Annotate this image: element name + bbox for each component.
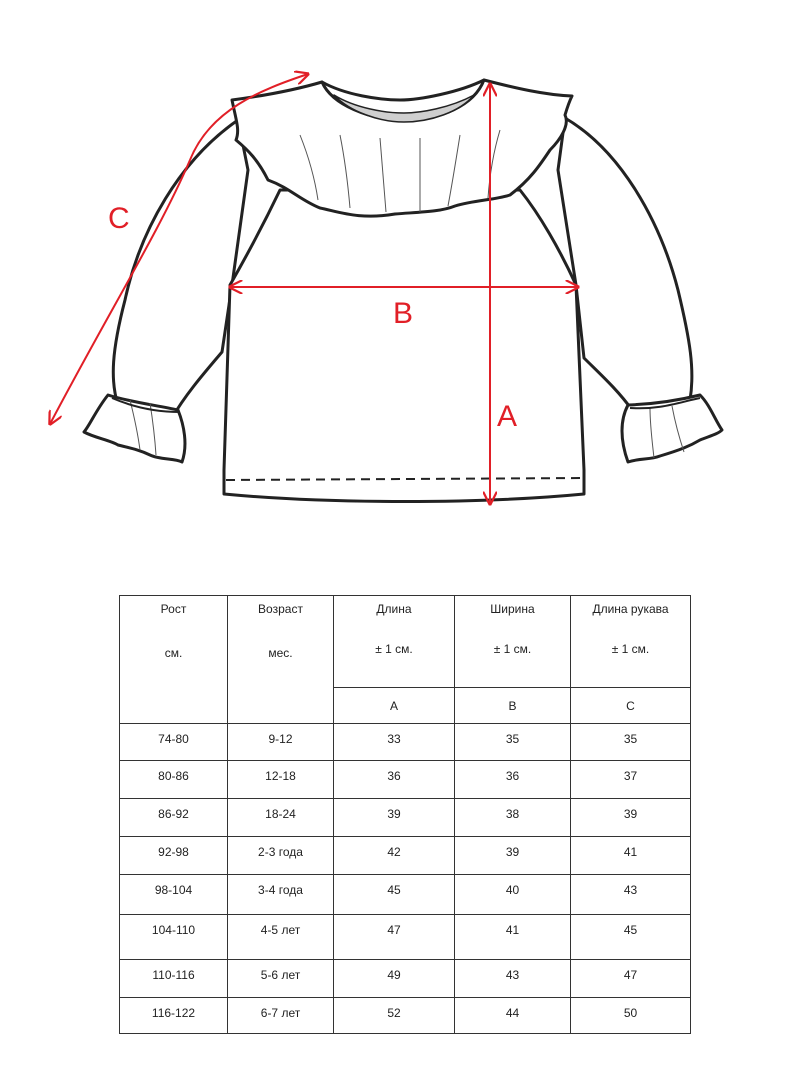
cell-sleeve: 35 <box>571 724 691 761</box>
cell-width: 36 <box>455 761 571 799</box>
cell-age: 18-24 <box>228 799 334 837</box>
table-row <box>120 998 691 1034</box>
header-code-c: C <box>571 688 691 724</box>
label-a: A <box>497 400 518 433</box>
cell-length: 45 <box>334 875 455 915</box>
cell-width: 44 <box>455 998 571 1034</box>
cell-length: 36 <box>334 761 455 799</box>
table-row <box>120 837 691 875</box>
cell-sleeve: 37 <box>571 761 691 799</box>
cell-age: 6-7 лет <box>228 998 334 1034</box>
cell-height: 86-92 <box>120 799 228 837</box>
header-length: Длина ± 1 см. <box>334 596 455 688</box>
cell-height: 98-104 <box>120 875 228 915</box>
header-code-a: A <box>334 688 455 724</box>
cell-sleeve: 47 <box>571 960 691 998</box>
cell-length: 47 <box>334 915 455 960</box>
cell-height: 92-98 <box>120 837 228 875</box>
cell-age: 2-3 года <box>228 837 334 875</box>
cell-width: 41 <box>455 915 571 960</box>
label-c: C <box>108 202 130 235</box>
header-width: Ширина ± 1 см. <box>455 596 571 688</box>
cell-sleeve: 39 <box>571 799 691 837</box>
header-age: Возраст мес. <box>228 596 334 724</box>
cell-width: 39 <box>455 837 571 875</box>
cell-sleeve: 50 <box>571 998 691 1034</box>
cell-height: 74-80 <box>120 724 228 761</box>
cell-height: 80-86 <box>120 761 228 799</box>
label-b: B <box>393 297 414 330</box>
table-row <box>120 799 691 837</box>
cell-height: 116-122 <box>120 998 228 1034</box>
table-row <box>120 960 691 998</box>
cell-width: 35 <box>455 724 571 761</box>
header-height: Рост см. <box>120 596 228 724</box>
header-code-b: B <box>455 688 571 724</box>
cell-length: 39 <box>334 799 455 837</box>
cell-age: 12-18 <box>228 761 334 799</box>
cell-age: 3-4 года <box>228 875 334 915</box>
header-sleeve: Длина рукава ± 1 см. <box>571 596 691 688</box>
size-table <box>119 595 691 1034</box>
body <box>224 190 584 502</box>
cell-length: 33 <box>334 724 455 761</box>
table-row <box>120 761 691 799</box>
table-row <box>120 915 691 960</box>
cell-sleeve: 41 <box>571 837 691 875</box>
blouse-outline <box>84 80 722 502</box>
cell-length: 49 <box>334 960 455 998</box>
cell-height: 110-116 <box>120 960 228 998</box>
cell-length: 42 <box>334 837 455 875</box>
cell-age: 4-5 лет <box>228 915 334 960</box>
cell-age: 5-6 лет <box>228 960 334 998</box>
cell-width: 40 <box>455 875 571 915</box>
cell-width: 43 <box>455 960 571 998</box>
cell-age: 9-12 <box>228 724 334 761</box>
table-row <box>120 724 691 761</box>
cell-width: 38 <box>455 799 571 837</box>
cell-sleeve: 43 <box>571 875 691 915</box>
table-row <box>120 875 691 915</box>
cell-length: 52 <box>334 998 455 1034</box>
cell-height: 104-110 <box>120 915 228 960</box>
cell-sleeve: 45 <box>571 915 691 960</box>
